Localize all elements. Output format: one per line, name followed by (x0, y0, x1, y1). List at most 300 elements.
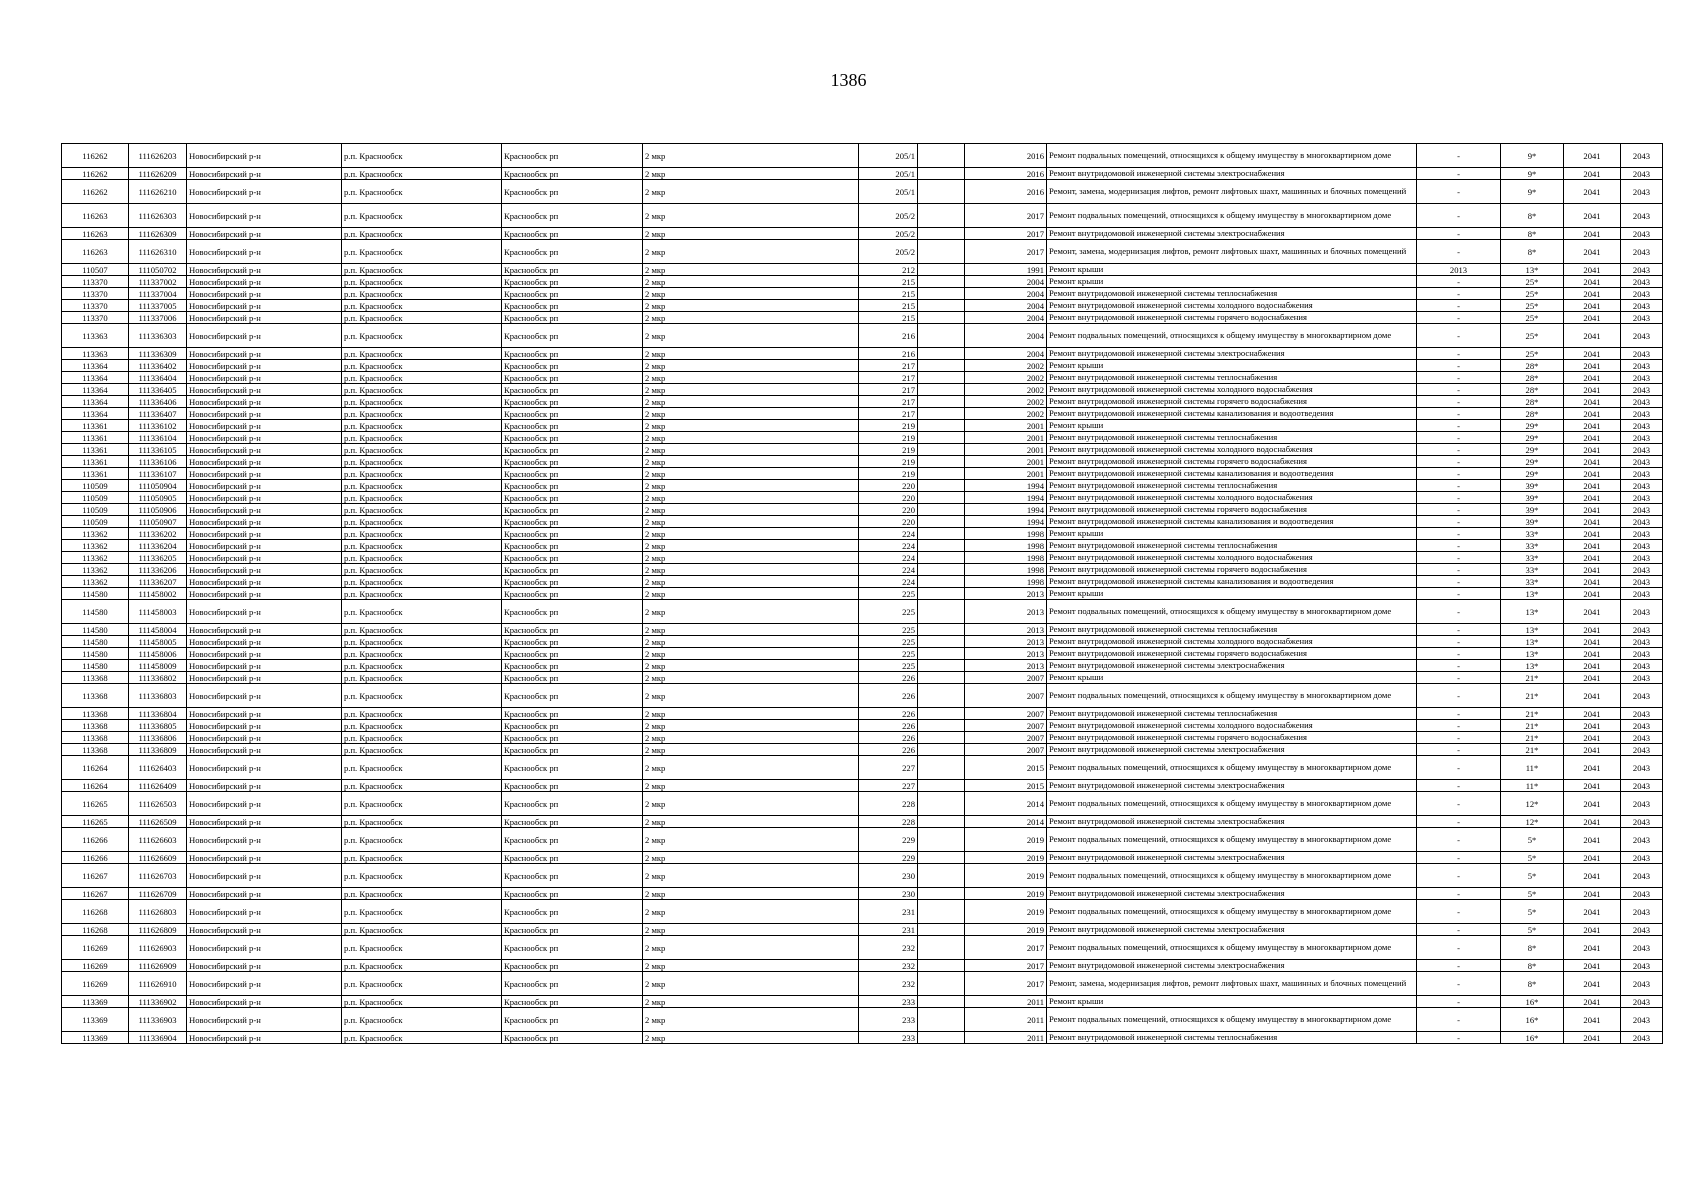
cell-last-repair-year: - (1417, 204, 1501, 228)
cell-plan-end-year: 2043 (1621, 204, 1663, 228)
cell-house-id: 116267 (62, 864, 129, 888)
cell-last-repair-year: - (1417, 276, 1501, 288)
cell-build-year: 2001 (965, 468, 1047, 480)
cell-work-type: Ремонт внутридомовой инженерной системы электроснабжения (1047, 780, 1417, 792)
cell-locality: Краснообск рп (502, 1032, 643, 1044)
cell-district: Новосибирский р-н (187, 972, 342, 996)
cell-build-year: 2019 (965, 924, 1047, 936)
cell-element-id: 111626509 (129, 816, 187, 828)
cell-block (918, 1032, 965, 1044)
cell-last-repair-year: - (1417, 828, 1501, 852)
cell-block (918, 972, 965, 996)
cell-plan-start-year: 2041 (1564, 576, 1621, 588)
cell-locality: Краснообск рп (502, 180, 643, 204)
cell-street: 2 мкр (643, 732, 859, 744)
cell-house-number: 215 (859, 312, 918, 324)
cell-element-id: 111336804 (129, 708, 187, 720)
cell-block (918, 744, 965, 756)
cell-block (918, 384, 965, 396)
cell-street: 2 мкр (643, 168, 859, 180)
cell-locality: Краснообск рп (502, 816, 643, 828)
cell-last-repair-year: - (1417, 180, 1501, 204)
cell-settlement: р.п. Краснообск (342, 288, 502, 300)
cell-block (918, 372, 965, 384)
cell-work-type: Ремонт внутридомовой инженерной системы электроснабжения (1047, 744, 1417, 756)
cell-settlement: р.п. Краснообск (342, 648, 502, 660)
cell-locality: Краснообск рп (502, 672, 643, 684)
cell-plan-start-year: 2041 (1564, 444, 1621, 456)
cell-element-id: 111337005 (129, 300, 187, 312)
cell-plan-end-year: 2043 (1621, 312, 1663, 324)
cell-settlement: р.п. Краснообск (342, 540, 502, 552)
cell-locality: Краснообск рп (502, 852, 643, 864)
cell-house-id: 113361 (62, 456, 129, 468)
cell-wear-percent: 13* (1501, 588, 1564, 600)
cell-plan-end-year: 2043 (1621, 960, 1663, 972)
cell-element-id: 111336406 (129, 396, 187, 408)
cell-plan-start-year: 2041 (1564, 720, 1621, 732)
table-row (62, 660, 1663, 672)
cell-block (918, 144, 965, 168)
cell-plan-end-year: 2043 (1621, 480, 1663, 492)
cell-locality: Краснообск рп (502, 576, 643, 588)
cell-house-id: 113369 (62, 996, 129, 1008)
cell-wear-percent: 5* (1501, 864, 1564, 888)
cell-house-id: 113361 (62, 432, 129, 444)
cell-build-year: 1994 (965, 492, 1047, 504)
cell-house-number: 226 (859, 684, 918, 708)
cell-build-year: 2007 (965, 744, 1047, 756)
cell-house-id: 116266 (62, 852, 129, 864)
cell-element-id: 111336902 (129, 996, 187, 1008)
cell-block (918, 624, 965, 636)
cell-work-type: Ремонт внутридомовой инженерной системы горячего водоснабжения (1047, 312, 1417, 324)
cell-element-id: 111050907 (129, 516, 187, 528)
cell-element-id: 111626809 (129, 924, 187, 936)
cell-locality: Краснообск рп (502, 972, 643, 996)
cell-last-repair-year: - (1417, 564, 1501, 576)
cell-block (918, 240, 965, 264)
cell-work-type: Ремонт крыши (1047, 528, 1417, 540)
cell-plan-start-year: 2041 (1564, 828, 1621, 852)
cell-plan-end-year: 2043 (1621, 432, 1663, 444)
table-row (62, 168, 1663, 180)
cell-locality: Краснообск рп (502, 228, 643, 240)
cell-last-repair-year: - (1417, 624, 1501, 636)
cell-element-id: 111336205 (129, 552, 187, 564)
cell-street: 2 мкр (643, 588, 859, 600)
cell-build-year: 2001 (965, 420, 1047, 432)
cell-plan-end-year: 2043 (1621, 672, 1663, 684)
cell-build-year: 1998 (965, 564, 1047, 576)
cell-plan-end-year: 2043 (1621, 408, 1663, 420)
cell-plan-start-year: 2041 (1564, 396, 1621, 408)
cell-locality: Краснообск рп (502, 468, 643, 480)
table-row (62, 384, 1663, 396)
cell-district: Новосибирский р-н (187, 468, 342, 480)
cell-house-number: 225 (859, 600, 918, 624)
cell-house-number: 225 (859, 588, 918, 600)
cell-street: 2 мкр (643, 864, 859, 888)
cell-street: 2 мкр (643, 816, 859, 828)
cell-house-id: 116262 (62, 180, 129, 204)
cell-block (918, 960, 965, 972)
cell-work-type: Ремонт внутридомовой инженерной системы электроснабжения (1047, 960, 1417, 972)
cell-wear-percent: 28* (1501, 396, 1564, 408)
cell-block (918, 288, 965, 300)
cell-district: Новосибирский р-н (187, 996, 342, 1008)
cell-block (918, 900, 965, 924)
cell-element-id: 111458004 (129, 624, 187, 636)
cell-work-type: Ремонт внутридомовой инженерной системы электроснабжения (1047, 660, 1417, 672)
cell-house-number: 226 (859, 744, 918, 756)
cell-plan-end-year: 2043 (1621, 348, 1663, 360)
cell-wear-percent: 21* (1501, 732, 1564, 744)
cell-street: 2 мкр (643, 636, 859, 648)
table-row (62, 144, 1663, 168)
cell-plan-end-year: 2043 (1621, 420, 1663, 432)
cell-house-number: 225 (859, 624, 918, 636)
cell-house-id: 110509 (62, 480, 129, 492)
cell-element-id: 111050904 (129, 480, 187, 492)
cell-plan-start-year: 2041 (1564, 228, 1621, 240)
cell-street: 2 мкр (643, 1032, 859, 1044)
cell-plan-end-year: 2043 (1621, 468, 1663, 480)
table-row (62, 756, 1663, 780)
cell-plan-end-year: 2043 (1621, 816, 1663, 828)
cell-block (918, 780, 965, 792)
cell-plan-start-year: 2041 (1564, 792, 1621, 816)
cell-wear-percent: 28* (1501, 372, 1564, 384)
cell-street: 2 мкр (643, 444, 859, 456)
cell-house-number: 217 (859, 372, 918, 384)
cell-wear-percent: 39* (1501, 480, 1564, 492)
cell-district: Новосибирский р-н (187, 540, 342, 552)
cell-plan-end-year: 2043 (1621, 684, 1663, 708)
cell-house-number: 215 (859, 276, 918, 288)
cell-plan-start-year: 2041 (1564, 660, 1621, 672)
cell-locality: Краснообск рп (502, 720, 643, 732)
cell-build-year: 1994 (965, 480, 1047, 492)
cell-settlement: р.п. Краснообск (342, 864, 502, 888)
cell-street: 2 мкр (643, 552, 859, 564)
cell-street: 2 мкр (643, 456, 859, 468)
cell-block (918, 324, 965, 348)
cell-locality: Краснообск рп (502, 372, 643, 384)
table-row (62, 792, 1663, 816)
cell-house-number: 205/1 (859, 180, 918, 204)
cell-district: Новосибирский р-н (187, 372, 342, 384)
cell-last-repair-year: - (1417, 1008, 1501, 1032)
cell-locality: Краснообск рп (502, 240, 643, 264)
cell-last-repair-year: - (1417, 240, 1501, 264)
table-row (62, 456, 1663, 468)
cell-settlement: р.п. Краснообск (342, 456, 502, 468)
cell-work-type: Ремонт подвальных помещений, относящихся к общему имуществу в многоквартирном доме (1047, 936, 1417, 960)
cell-house-id: 113361 (62, 420, 129, 432)
cell-build-year: 2002 (965, 360, 1047, 372)
cell-locality: Краснообск рп (502, 564, 643, 576)
cell-locality: Краснообск рп (502, 312, 643, 324)
cell-last-repair-year: - (1417, 492, 1501, 504)
cell-wear-percent: 12* (1501, 792, 1564, 816)
cell-work-type: Ремонт внутридомовой инженерной системы теплоснабжения (1047, 480, 1417, 492)
cell-house-number: 220 (859, 492, 918, 504)
cell-locality: Краснообск рп (502, 456, 643, 468)
cell-block (918, 792, 965, 816)
cell-plan-end-year: 2043 (1621, 576, 1663, 588)
cell-block (918, 168, 965, 180)
cell-district: Новосибирский р-н (187, 360, 342, 372)
cell-wear-percent: 25* (1501, 300, 1564, 312)
cell-work-type: Ремонт крыши (1047, 672, 1417, 684)
cell-district: Новосибирский р-н (187, 648, 342, 660)
cell-plan-start-year: 2041 (1564, 324, 1621, 348)
cell-district: Новосибирский р-н (187, 852, 342, 864)
cell-locality: Краснообск рп (502, 648, 643, 660)
cell-district: Новосибирский р-н (187, 432, 342, 444)
cell-wear-percent: 25* (1501, 324, 1564, 348)
cell-plan-end-year: 2043 (1621, 924, 1663, 936)
cell-build-year: 2013 (965, 648, 1047, 660)
cell-locality: Краснообск рп (502, 588, 643, 600)
cell-street: 2 мкр (643, 960, 859, 972)
cell-house-number: 220 (859, 516, 918, 528)
cell-house-number: 216 (859, 348, 918, 360)
cell-work-type: Ремонт внутридомовой инженерной системы горячего водоснабжения (1047, 564, 1417, 576)
cell-build-year: 2015 (965, 780, 1047, 792)
cell-district: Новосибирский р-н (187, 492, 342, 504)
cell-block (918, 516, 965, 528)
cell-last-repair-year: - (1417, 996, 1501, 1008)
cell-street: 2 мкр (643, 972, 859, 996)
cell-build-year: 2013 (965, 636, 1047, 648)
cell-work-type: Ремонт крыши (1047, 588, 1417, 600)
cell-district: Новосибирский р-н (187, 228, 342, 240)
cell-work-type: Ремонт подвальных помещений, относящихся к общему имуществу в многоквартирном доме (1047, 600, 1417, 624)
cell-block (918, 924, 965, 936)
cell-block (918, 864, 965, 888)
cell-work-type: Ремонт внутридомовой инженерной системы горячего водоснабжения (1047, 732, 1417, 744)
cell-settlement: р.п. Краснообск (342, 888, 502, 900)
cell-work-type: Ремонт подвальных помещений, относящихся к общему имуществу в многоквартирном доме (1047, 900, 1417, 924)
cell-plan-end-year: 2043 (1621, 792, 1663, 816)
cell-work-type: Ремонт подвальных помещений, относящихся к общему имуществу в многоквартирном доме (1047, 144, 1417, 168)
cell-plan-start-year: 2041 (1564, 144, 1621, 168)
cell-settlement: р.п. Краснообск (342, 300, 502, 312)
table-row (62, 288, 1663, 300)
cell-plan-start-year: 2041 (1564, 372, 1621, 384)
cell-plan-end-year: 2043 (1621, 864, 1663, 888)
cell-district: Новосибирский р-н (187, 816, 342, 828)
cell-settlement: р.п. Краснообск (342, 480, 502, 492)
cell-last-repair-year: - (1417, 528, 1501, 540)
cell-settlement: р.п. Краснообск (342, 900, 502, 924)
cell-plan-start-year: 2041 (1564, 732, 1621, 744)
cell-block (918, 708, 965, 720)
cell-plan-start-year: 2041 (1564, 288, 1621, 300)
cell-element-id: 111626803 (129, 900, 187, 924)
cell-plan-start-year: 2041 (1564, 552, 1621, 564)
cell-house-id: 113363 (62, 324, 129, 348)
cell-plan-start-year: 2041 (1564, 648, 1621, 660)
cell-plan-start-year: 2041 (1564, 348, 1621, 360)
cell-last-repair-year: - (1417, 972, 1501, 996)
cell-block (918, 408, 965, 420)
cell-house-id: 116264 (62, 780, 129, 792)
cell-wear-percent: 5* (1501, 852, 1564, 864)
cell-locality: Краснообск рп (502, 936, 643, 960)
cell-wear-percent: 25* (1501, 276, 1564, 288)
cell-last-repair-year: - (1417, 816, 1501, 828)
cell-house-id: 110509 (62, 492, 129, 504)
table-row (62, 936, 1663, 960)
cell-build-year: 2001 (965, 444, 1047, 456)
cell-build-year: 2002 (965, 408, 1047, 420)
cell-build-year: 2004 (965, 276, 1047, 288)
table-row (62, 276, 1663, 288)
cell-locality: Краснообск рп (502, 300, 643, 312)
cell-house-id: 114580 (62, 624, 129, 636)
cell-locality: Краснообск рп (502, 504, 643, 516)
cell-plan-start-year: 2041 (1564, 816, 1621, 828)
cell-element-id: 111626910 (129, 972, 187, 996)
cell-block (918, 420, 965, 432)
cell-last-repair-year: - (1417, 792, 1501, 816)
cell-settlement: р.п. Краснообск (342, 828, 502, 852)
cell-wear-percent: 9* (1501, 180, 1564, 204)
cell-wear-percent: 5* (1501, 924, 1564, 936)
cell-element-id: 111626403 (129, 756, 187, 780)
cell-street: 2 мкр (643, 228, 859, 240)
cell-build-year: 2004 (965, 288, 1047, 300)
cell-work-type: Ремонт, замена, модернизация лифтов, ремонт лифтовых шахт, машинных и блочных помещений (1047, 240, 1417, 264)
cell-element-id: 111626503 (129, 792, 187, 816)
cell-work-type: Ремонт подвальных помещений, относящихся к общему имуществу в многоквартирном доме (1047, 828, 1417, 852)
cell-work-type: Ремонт крыши (1047, 276, 1417, 288)
table-row (62, 516, 1663, 528)
cell-district: Новосибирский р-н (187, 900, 342, 924)
cell-plan-start-year: 2041 (1564, 276, 1621, 288)
table-row (62, 972, 1663, 996)
cell-settlement: р.п. Краснообск (342, 816, 502, 828)
cell-wear-percent: 12* (1501, 816, 1564, 828)
cell-work-type: Ремонт внутридомовой инженерной системы горячего водоснабжения (1047, 456, 1417, 468)
cell-element-id: 111626303 (129, 204, 187, 228)
cell-street: 2 мкр (643, 408, 859, 420)
cell-street: 2 мкр (643, 384, 859, 396)
cell-last-repair-year: - (1417, 360, 1501, 372)
cell-plan-start-year: 2041 (1564, 900, 1621, 924)
cell-street: 2 мкр (643, 936, 859, 960)
cell-plan-start-year: 2041 (1564, 852, 1621, 864)
cell-wear-percent: 16* (1501, 996, 1564, 1008)
cell-work-type: Ремонт внутридомовой инженерной системы теплоснабжения (1047, 540, 1417, 552)
cell-element-id: 111336903 (129, 1008, 187, 1032)
cell-house-number: 232 (859, 960, 918, 972)
cell-house-id: 113370 (62, 312, 129, 324)
cell-settlement: р.п. Краснообск (342, 588, 502, 600)
cell-house-number: 224 (859, 528, 918, 540)
cell-last-repair-year: - (1417, 888, 1501, 900)
cell-plan-end-year: 2043 (1621, 828, 1663, 852)
cell-house-number: 212 (859, 264, 918, 276)
cell-plan-start-year: 2041 (1564, 744, 1621, 756)
cell-district: Новосибирский р-н (187, 936, 342, 960)
cell-locality: Краснообск рп (502, 996, 643, 1008)
cell-district: Новосибирский р-н (187, 528, 342, 540)
cell-plan-end-year: 2043 (1621, 228, 1663, 240)
cell-street: 2 мкр (643, 720, 859, 732)
table-row (62, 960, 1663, 972)
table-row (62, 924, 1663, 936)
cell-house-id: 114580 (62, 636, 129, 648)
cell-district: Новосибирский р-н (187, 576, 342, 588)
cell-settlement: р.п. Краснообск (342, 372, 502, 384)
cell-settlement: р.п. Краснообск (342, 468, 502, 480)
cell-house-id: 113368 (62, 684, 129, 708)
cell-locality: Краснообск рп (502, 396, 643, 408)
cell-work-type: Ремонт внутридомовой инженерной системы электроснабжения (1047, 348, 1417, 360)
cell-plan-end-year: 2043 (1621, 528, 1663, 540)
cell-wear-percent: 29* (1501, 456, 1564, 468)
cell-work-type: Ремонт внутридомовой инженерной системы канализования и водоотведения (1047, 516, 1417, 528)
table-row (62, 636, 1663, 648)
cell-plan-end-year: 2043 (1621, 396, 1663, 408)
cell-last-repair-year: - (1417, 324, 1501, 348)
cell-house-id: 114580 (62, 588, 129, 600)
cell-district: Новосибирский р-н (187, 348, 342, 360)
cell-block (918, 468, 965, 480)
cell-settlement: р.п. Краснообск (342, 276, 502, 288)
cell-house-number: 228 (859, 816, 918, 828)
table-row (62, 900, 1663, 924)
cell-last-repair-year: - (1417, 924, 1501, 936)
table-row (62, 492, 1663, 504)
cell-settlement: р.п. Краснообск (342, 720, 502, 732)
cell-house-number: 217 (859, 384, 918, 396)
cell-last-repair-year: - (1417, 708, 1501, 720)
cell-district: Новосибирский р-н (187, 144, 342, 168)
cell-wear-percent: 8* (1501, 960, 1564, 972)
cell-work-type: Ремонт внутридомовой инженерной системы теплоснабжения (1047, 288, 1417, 300)
cell-settlement: р.п. Краснообск (342, 576, 502, 588)
cell-plan-start-year: 2041 (1564, 432, 1621, 444)
cell-element-id: 111336106 (129, 456, 187, 468)
cell-plan-start-year: 2041 (1564, 636, 1621, 648)
cell-block (918, 720, 965, 732)
cell-district: Новосибирский р-н (187, 276, 342, 288)
cell-plan-start-year: 2041 (1564, 1032, 1621, 1044)
cell-build-year: 2001 (965, 456, 1047, 468)
cell-last-repair-year: - (1417, 420, 1501, 432)
cell-plan-start-year: 2041 (1564, 672, 1621, 684)
cell-last-repair-year: - (1417, 504, 1501, 516)
cell-work-type: Ремонт внутридомовой инженерной системы холодного водоснабжения (1047, 492, 1417, 504)
cell-element-id: 111626209 (129, 168, 187, 180)
table-row (62, 420, 1663, 432)
cell-district: Новосибирский р-н (187, 408, 342, 420)
cell-locality: Краснообск рп (502, 684, 643, 708)
cell-block (918, 312, 965, 324)
cell-street: 2 мкр (643, 708, 859, 720)
cell-plan-end-year: 2043 (1621, 780, 1663, 792)
cell-build-year: 2007 (965, 684, 1047, 708)
cell-build-year: 2019 (965, 900, 1047, 924)
cell-plan-end-year: 2043 (1621, 660, 1663, 672)
cell-house-id: 116268 (62, 924, 129, 936)
cell-house-number: 225 (859, 660, 918, 672)
